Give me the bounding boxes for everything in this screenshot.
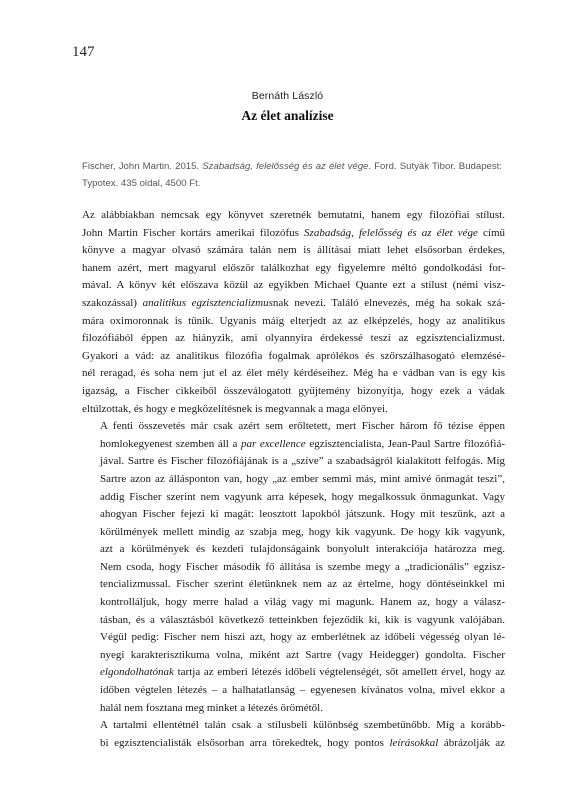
text-line	[82, 175, 502, 192]
text-line	[82, 735, 505, 753]
text-line	[82, 207, 505, 225]
text-line	[82, 365, 505, 383]
text-line	[82, 647, 505, 665]
text-line	[82, 629, 505, 647]
paragraph	[82, 418, 505, 717]
text-segment: addig Fischer szerint nem vagyunk arra képesek, hogy megalkossuk önmagunkat. Vagy	[100, 490, 505, 503]
text-line	[82, 682, 505, 700]
text-segment: időben végtelen létezés – a halhatatlanság – egyenesen kívánatos volna, mivel ekkor a	[100, 684, 505, 697]
text-line	[82, 453, 505, 471]
text-segment: Nem csoda, hogy Fischer második fő állítása is szembe megy a „tradicionális” egzisz-	[100, 560, 505, 573]
text-segment: halál nem fosztana meg minket a létezés örömétől.	[100, 701, 323, 714]
paragraph	[82, 207, 505, 418]
text-segment: ábrázolják az	[438, 736, 505, 749]
text-line	[82, 295, 505, 313]
text-segment: ahogyan Fischer fejezi ki magát: leosztott lapokból játszunk. Hogy mit teszünk, azt a	[100, 508, 505, 521]
text-segment: Végül pedig: Fischer nem hiszi azt, hogy az emberlétnek az időbeli végesség olyan lé-	[100, 631, 505, 644]
page-number: 147	[72, 44, 95, 60]
text-line	[82, 559, 505, 577]
text-segment: jával. Sartre és Fischer filozófiájának is a „szíve” a szabadságról kialakított felfogás. Míg	[100, 455, 505, 468]
text-line	[82, 506, 505, 524]
text-segment: mával. A könyv két előszava közül az egyikben Michael Quante ezt a stílust (némi visz-	[82, 279, 505, 292]
text-segment: nyegi karakterisztikuma volna, miként azt Sartre (vagy Heidegger) gondolta. Fischer	[100, 648, 505, 661]
italic-text: Szabadság, felelősség és az élet vége	[304, 226, 478, 239]
text-segment: című	[477, 226, 506, 239]
text-segment: körülmények mellett mindig az szabja meg, hogy kik vagyunk. De hogy kik vagyunk,	[100, 525, 505, 538]
text-line	[82, 313, 505, 331]
text-line	[82, 260, 505, 278]
text-segment: mára oximoronnak is tűnik. Ugyanis máig elterjedt az az elképzelés, hogy az analitikus	[82, 314, 505, 327]
text-segment: A tartalmi ellentétnél talán csak a stílusbeli különbség szembetűnőbb. Míg a korább-	[100, 719, 505, 732]
text-segment: homlokegyenest szemben áll a	[100, 437, 241, 450]
text-line	[82, 471, 505, 489]
text-segment: tartja az emberi létezés időbeli végtelenségét, sőt amellett érvel, hogy az	[173, 666, 505, 679]
text-line	[82, 277, 505, 295]
text-segment: Sartre azon az állásponton van, hogy „az ember semmi más, mint amivé önmagát teszi”,	[100, 472, 505, 485]
text-segment: Fischer, John Martin. 2015.	[82, 161, 203, 172]
text-line	[82, 664, 505, 682]
text-segment: hanem azért, mert magyarul először találkozhat egy figyelemre méltó gondolkodási for-	[82, 261, 505, 274]
text-segment: szakozással)	[82, 296, 143, 309]
text-line	[82, 717, 505, 735]
italic-text: analitikus egzisztencializmus	[142, 296, 273, 309]
text-line	[82, 418, 505, 436]
text-segment: nak nevezi. Találó elnevezés, még ha sokak szá-	[272, 296, 505, 309]
text-segment: John Martin Fischer kortárs amerikai filozófus	[82, 226, 305, 239]
italic-text: Szabadság, felelősség és az élet vége	[202, 161, 369, 172]
text-segment: könyve a magyar olvasó számára talán nem is állításai miatt lehet elsősorban érdekes,	[82, 244, 505, 257]
text-segment: eltúlzottak, és hogy e megközelítésnek is megvannak a maga előnyei.	[82, 402, 388, 415]
text-segment: Az alábbiakban nemcsak egy könyvet szeretnék bemutatni, hanem egy filozófiai stílust.	[82, 209, 505, 221]
article-title: Az élet analízise	[241, 108, 334, 123]
text-segment: Typotex. 435 oldal, 4500 Ft.	[82, 178, 201, 189]
text-line	[82, 576, 505, 594]
text-line	[82, 436, 505, 454]
text-segment: kontrolláljuk, hogy merre halad a világ vagy mi magunk. Hanem az, hogy a válasz-	[100, 596, 505, 609]
text-line	[82, 383, 505, 401]
text-line	[82, 225, 505, 243]
text-line	[82, 158, 502, 175]
text-segment: A fenti összevetés már csak azért sem erőltetett, mert Fischer három fő tézise éppen	[100, 420, 505, 433]
text-segment: tencializmussal. Fischer szerint életünknek nem az az értelme, hogy döntéseinkkel mi	[100, 578, 505, 591]
text-line	[82, 612, 505, 630]
text-line	[82, 489, 505, 507]
text-line	[82, 330, 505, 348]
article-author: Bernáth László	[251, 90, 324, 102]
text-line	[82, 594, 505, 612]
italic-text: elgondolhatónak	[100, 666, 174, 679]
text-segment: . Ford. Sutyák Tibor. Budapest:	[368, 161, 502, 172]
italic-text: leírásokkal	[389, 736, 439, 749]
text-segment: Gyakori a vád: az analitikus filozófia fogalmak aprólékos és szőrszálhasogató elemzésé-	[82, 349, 505, 362]
article-body	[82, 207, 505, 752]
text-segment: igazság, a Fischer cikkeiből összeválogatott gyűjtemény bizonyítja, hogy ezek a vádak	[82, 384, 505, 397]
text-line	[82, 401, 505, 419]
text-segment: filozófiából éppen az hiányzik, ami olyannyira érdekessé teszi az egzisztencializmust.	[82, 332, 505, 345]
text-segment: azt a körülmények és kezdeti tulajdonságaink bonyolult interakciója határozza meg.	[100, 543, 505, 556]
text-line	[82, 541, 505, 559]
text-line	[82, 242, 505, 260]
text-segment: tásban, és a választásból következő tetteinkben fejeződik ki, kik is vagyunk valójában.	[100, 613, 505, 626]
text-line	[82, 348, 505, 366]
italic-text: par excellence	[240, 437, 306, 450]
bibliographic-citation	[82, 158, 502, 192]
text-line	[82, 524, 505, 542]
text-segment: bi egzisztencialisták elsősorban arra törekedtek, hogy pontos	[100, 736, 390, 749]
text-segment: egzisztencialista, Jean-Paul Sartre filozófiá-	[305, 437, 505, 450]
text-segment: nél reragad, és soha nem jut el az élet mély kérdéseihez. Még ha e vádban van is egy kis	[82, 367, 505, 380]
text-line	[82, 700, 505, 718]
paragraph	[82, 717, 505, 752]
